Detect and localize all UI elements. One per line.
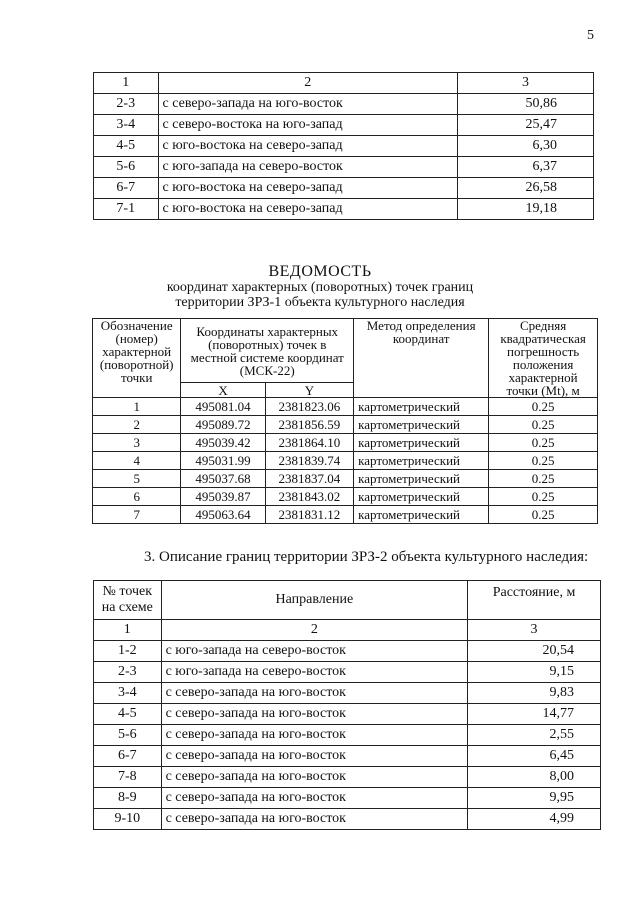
segment-cell: 4-5 <box>94 704 162 725</box>
table-row <box>94 157 594 178</box>
table-row <box>94 704 601 725</box>
header-error: Средняя квадратическая погрешность положения характерной точки (Mt), м <box>489 319 598 398</box>
header-points: № точек на схеме <box>94 581 162 620</box>
error-cell: 0.25 <box>489 434 598 452</box>
point-number-cell: 3 <box>93 434 181 452</box>
method-cell: картометрический <box>354 398 489 416</box>
x-coordinate-cell: 495089.72 <box>181 416 265 434</box>
header-point: Обозначение (номер) характерной (поворотной) точки <box>93 319 181 398</box>
table-row <box>94 136 594 157</box>
distance-cell: 26,58 <box>458 178 594 199</box>
direction-cell: с юго-запада на северо-восток <box>161 641 467 662</box>
table-row <box>93 470 598 488</box>
table-row <box>94 788 601 809</box>
table-row <box>94 662 601 683</box>
vedomost-title: ВЕДОМОСТЬ <box>268 263 372 280</box>
header-col-2: 2 <box>158 73 458 94</box>
distance-cell: 9,83 <box>468 683 601 704</box>
error-cell: 0.25 <box>489 416 598 434</box>
vedomost-subtitle-line-2: территории ЗРЗ-1 объекта культурного наследия <box>175 295 465 310</box>
segment-cell: 6-7 <box>94 178 159 199</box>
direction-cell: с северо-запада на юго-восток <box>158 94 458 115</box>
header-num-1: 1 <box>94 620 162 641</box>
error-cell: 0.25 <box>489 506 598 524</box>
point-number-cell: 7 <box>93 506 181 524</box>
segment-cell: 4-5 <box>94 136 159 157</box>
distance-cell: 9,15 <box>468 662 601 683</box>
error-cell: 0.25 <box>489 488 598 506</box>
distance-cell: 25,47 <box>458 115 594 136</box>
segment-cell: 8-9 <box>94 788 162 809</box>
vedomost-subtitle-line-1: координат характерных (поворотных) точек границ <box>166 280 474 295</box>
table-row <box>94 809 601 830</box>
header-direction: Направление <box>161 581 467 620</box>
header-num-3: 3 <box>468 620 601 641</box>
table-row <box>94 746 601 767</box>
header-y: Y <box>265 383 353 398</box>
distance-cell: 8,00 <box>468 767 601 788</box>
header-coordinates: Координаты характерных (поворотных) точек в местной системе координат (МСК-22) <box>181 319 354 383</box>
table-row <box>93 452 598 470</box>
direction-cell: с северо-востока на юго-запад <box>158 115 458 136</box>
error-cell: 0.25 <box>489 470 598 488</box>
header-method: Метод определения координат <box>354 319 489 398</box>
table-row <box>93 416 598 434</box>
point-number-cell: 5 <box>93 470 181 488</box>
table-header-row <box>94 73 594 94</box>
method-cell: картометрический <box>354 452 489 470</box>
direction-cell: с юго-востока на северо-запад <box>158 199 458 220</box>
header-num-2: 2 <box>161 620 467 641</box>
segment-cell: 6-7 <box>94 746 162 767</box>
table-row <box>93 506 598 524</box>
table-header-row <box>94 581 601 620</box>
y-coordinate-cell: 2381823.06 <box>265 398 353 416</box>
segment-cell: 3-4 <box>94 683 162 704</box>
table-header-row <box>93 319 598 383</box>
table-row <box>93 488 598 506</box>
distance-cell: 9,95 <box>468 788 601 809</box>
x-coordinate-cell: 495063.64 <box>181 506 265 524</box>
table-row <box>94 199 594 220</box>
direction-cell: с юго-запада на северо-восток <box>158 157 458 178</box>
method-cell: картометрический <box>354 488 489 506</box>
distance-cell: 6,30 <box>458 136 594 157</box>
header-col-3: 3 <box>458 73 594 94</box>
direction-cell: с северо-запада на юго-восток <box>161 788 467 809</box>
direction-cell: с юго-востока на северо-запад <box>158 178 458 199</box>
page-number: 5 <box>587 28 594 43</box>
point-number-cell: 2 <box>93 416 181 434</box>
segment-cell: 5-6 <box>94 725 162 746</box>
table-row <box>94 683 601 704</box>
method-cell: картометрический <box>354 506 489 524</box>
segment-cell: 3-4 <box>94 115 159 136</box>
header-col-1: 1 <box>94 73 159 94</box>
distance-cell: 6,45 <box>468 746 601 767</box>
y-coordinate-cell: 2381837.04 <box>265 470 353 488</box>
x-coordinate-cell: 495039.87 <box>181 488 265 506</box>
section-3-heading: 3. Описание границ территории ЗРЗ-2 объекта культурного наследия: <box>144 549 589 565</box>
y-coordinate-cell: 2381831.12 <box>265 506 353 524</box>
point-number-cell: 1 <box>93 398 181 416</box>
table-row <box>94 641 601 662</box>
table-row <box>93 398 598 416</box>
direction-cell: с северо-запада на юго-восток <box>161 704 467 725</box>
direction-cell: с северо-запада на юго-восток <box>161 767 467 788</box>
boundary-table-zrz1-part <box>93 72 594 220</box>
distance-cell: 19,18 <box>458 199 594 220</box>
table-row <box>94 115 594 136</box>
table-row <box>94 725 601 746</box>
table-row <box>94 178 594 199</box>
header-distance: Расстояние, м <box>468 581 601 620</box>
x-coordinate-cell: 495039.42 <box>181 434 265 452</box>
distance-cell: 50,86 <box>458 94 594 115</box>
error-cell: 0.25 <box>489 452 598 470</box>
boundary-table-zrz2 <box>93 580 601 830</box>
table-row <box>93 434 598 452</box>
y-coordinate-cell: 2381839.74 <box>265 452 353 470</box>
y-coordinate-cell: 2381864.10 <box>265 434 353 452</box>
direction-cell: с юго-запада на северо-восток <box>161 662 467 683</box>
distance-cell: 14,77 <box>468 704 601 725</box>
segment-cell: 9-10 <box>94 809 162 830</box>
method-cell: картометрический <box>354 434 489 452</box>
direction-cell: с северо-запада на юго-восток <box>161 746 467 767</box>
point-number-cell: 6 <box>93 488 181 506</box>
direction-cell: с юго-востока на северо-запад <box>158 136 458 157</box>
table-header-numbers-row <box>94 620 601 641</box>
segment-cell: 7-1 <box>94 199 159 220</box>
point-number-cell: 4 <box>93 452 181 470</box>
distance-cell: 6,37 <box>458 157 594 178</box>
method-cell: картометрический <box>354 470 489 488</box>
direction-cell: с северо-запада на юго-восток <box>161 683 467 704</box>
error-cell: 0.25 <box>489 398 598 416</box>
table-row <box>94 767 601 788</box>
header-x: X <box>181 383 265 398</box>
table-row <box>94 94 594 115</box>
x-coordinate-cell: 495037.68 <box>181 470 265 488</box>
x-coordinate-cell: 495081.04 <box>181 398 265 416</box>
direction-cell: с северо-запада на юго-восток <box>161 725 467 746</box>
distance-cell: 2,55 <box>468 725 601 746</box>
direction-cell: с северо-запада на юго-восток <box>161 809 467 830</box>
x-coordinate-cell: 495031.99 <box>181 452 265 470</box>
segment-cell: 7-8 <box>94 767 162 788</box>
segment-cell: 1-2 <box>94 641 162 662</box>
segment-cell: 2-3 <box>94 662 162 683</box>
y-coordinate-cell: 2381843.02 <box>265 488 353 506</box>
segment-cell: 5-6 <box>94 157 159 178</box>
vedomost-subtitle <box>0 280 640 310</box>
distance-cell: 4,99 <box>468 809 601 830</box>
y-coordinate-cell: 2381856.59 <box>265 416 353 434</box>
coordinates-table <box>92 318 598 524</box>
distance-cell: 20,54 <box>468 641 601 662</box>
segment-cell: 2-3 <box>94 94 159 115</box>
method-cell: картометрический <box>354 416 489 434</box>
